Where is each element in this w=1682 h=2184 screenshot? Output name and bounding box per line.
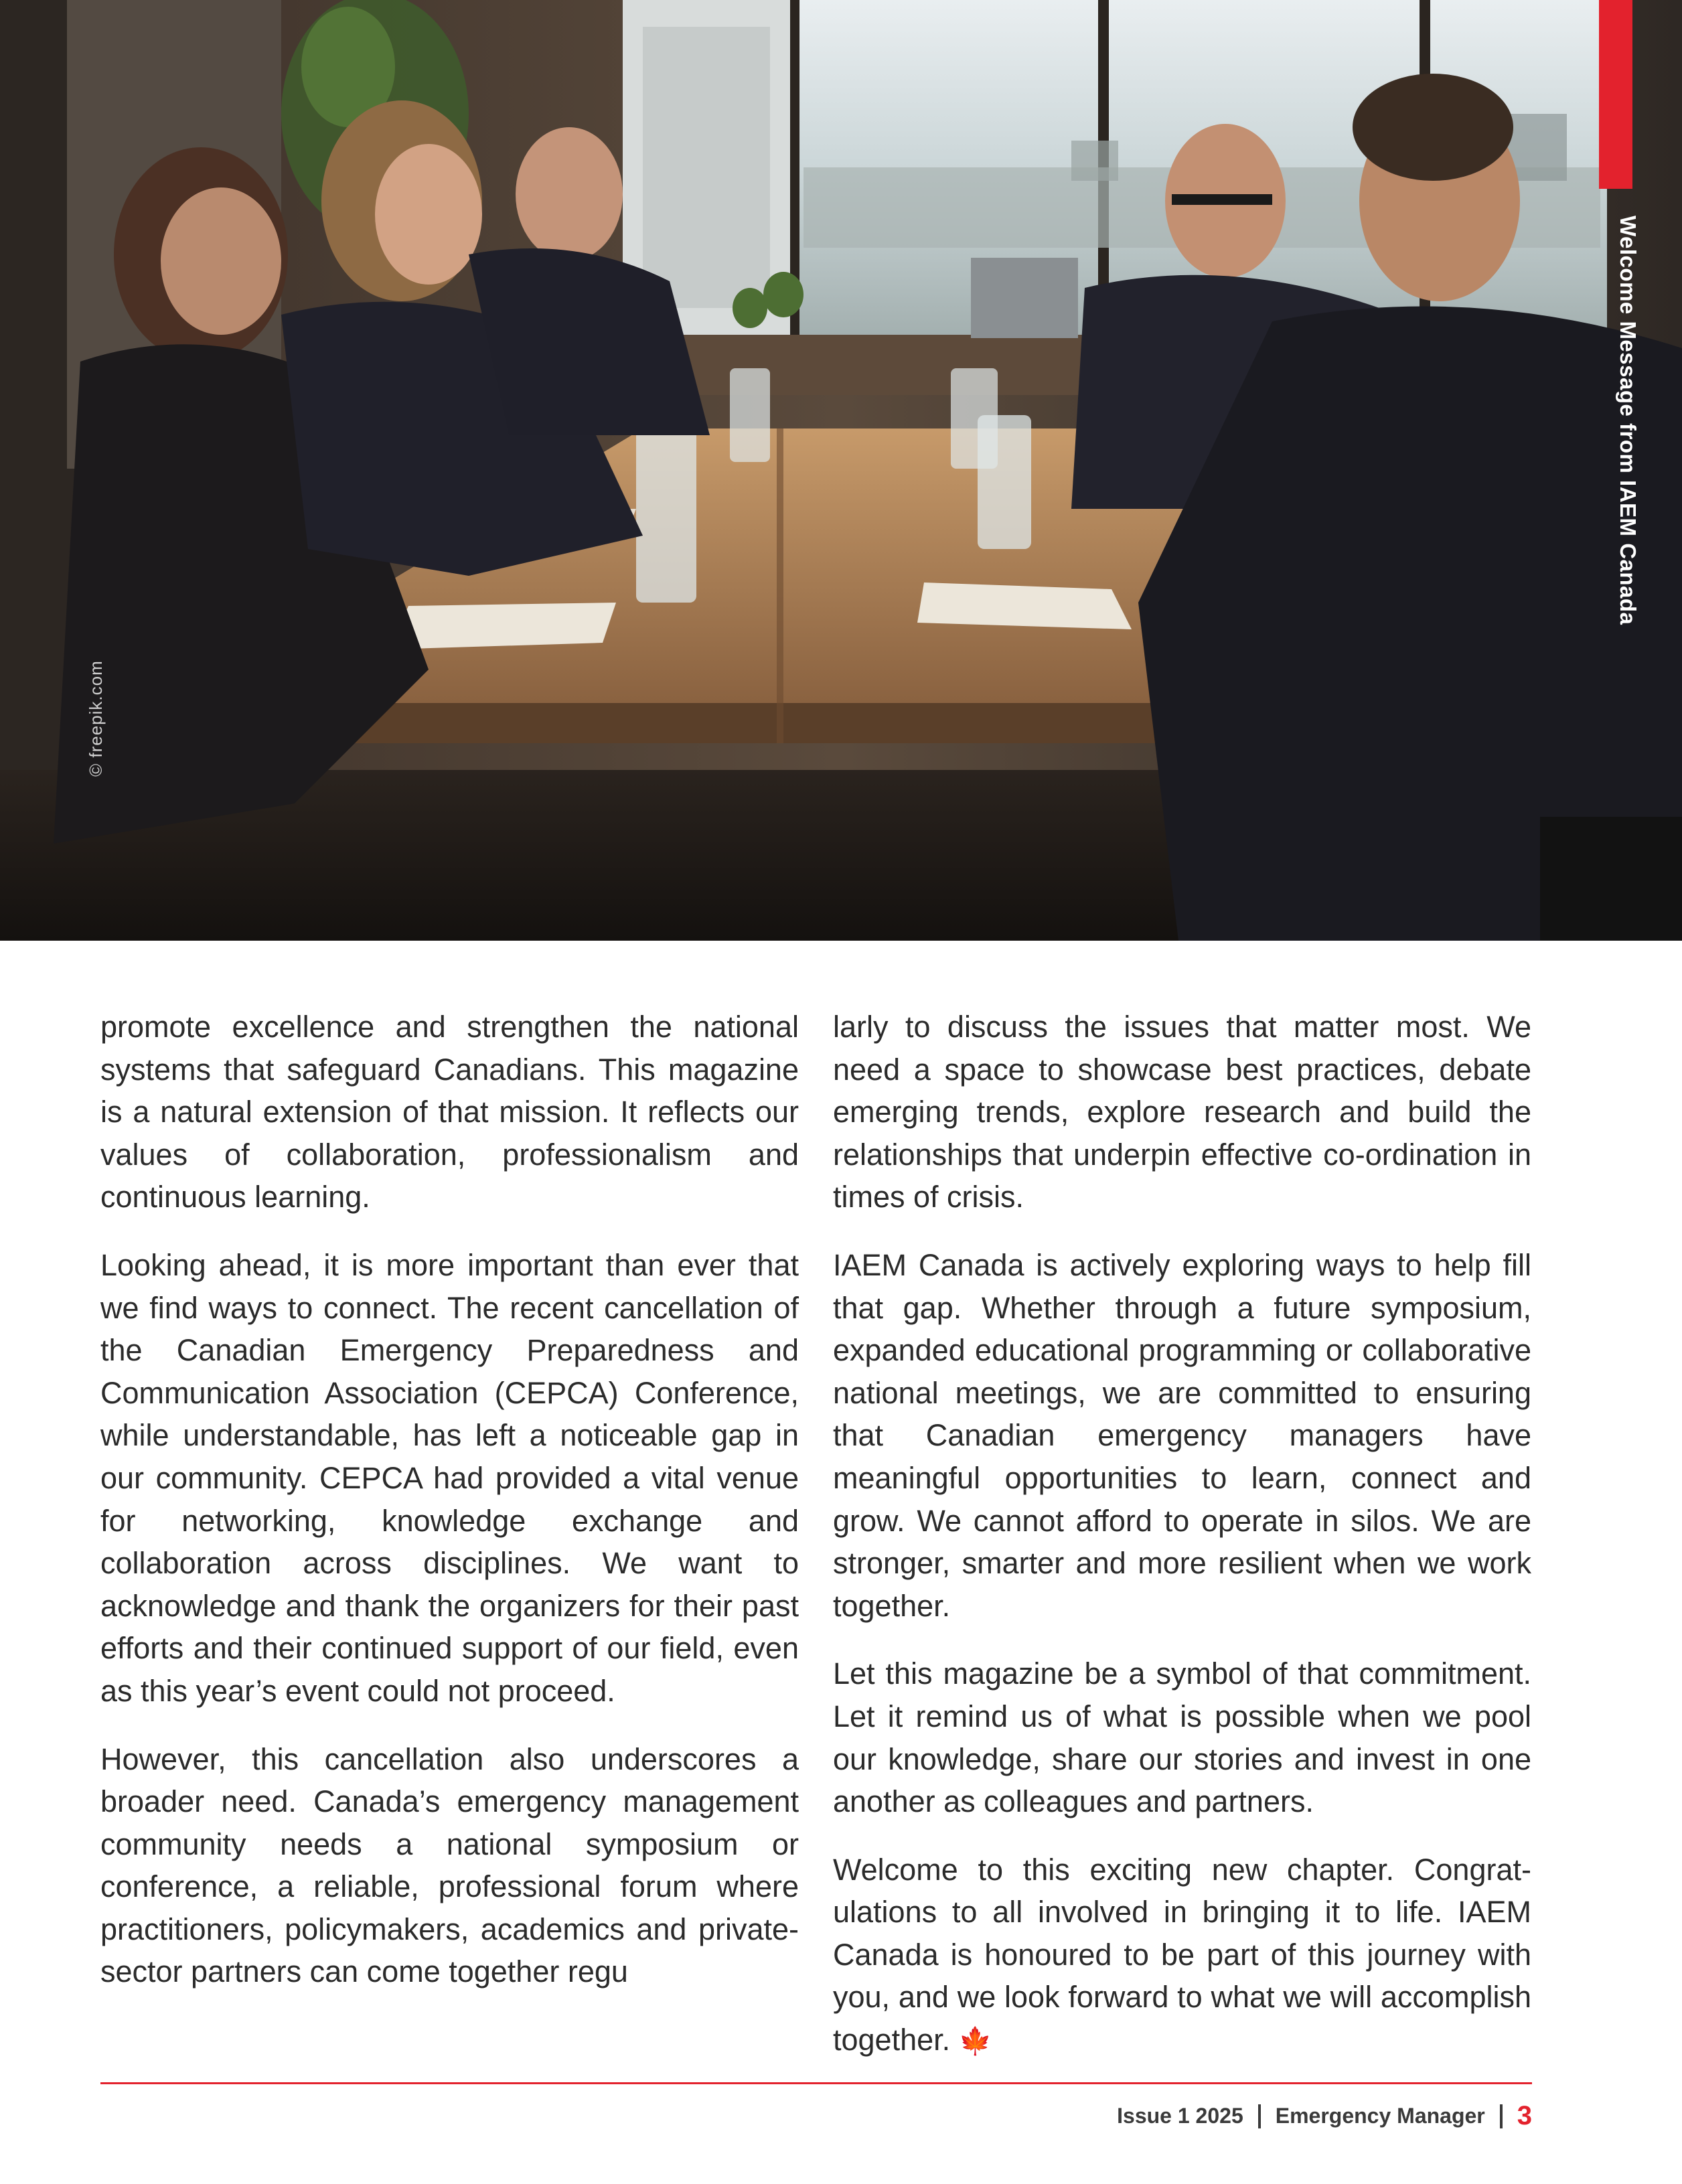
paragraph: Let this magazine be a symbol of that commitment. Let it remind us of what is possible when we pool our knowledge, share our stories and invest in one another as colleagues and partners. — [833, 1656, 1531, 1819]
right-column — [833, 1006, 1531, 2063]
section-red-tab — [1599, 0, 1632, 189]
footer-separator — [1258, 2104, 1261, 2128]
header-photo — [0, 0, 1682, 941]
paragraph: IAEM Canada is actively exploring ways to help fill that gap. Whether through a future symposium, expanded educational programming or collaborative national meetings, we are committed to ensuring that Canadian emergency managers have meaningful opportunities to learn, connect and grow. We cannot afford to operate in silos. We are stronger, smarter and more resilient when we work together. — [833, 1247, 1531, 1623]
photo-credit: © freepik.com — [86, 660, 106, 777]
paragraph: Looking ahead, it is more important than ever that we find ways to connect. The recent cancellation of the Canadian Emergency Preparedness and Communication Association (CEPCA) Conference, while understandable, has left a noticeable gap in our community. CEPCA had provided a vital venue for networking, knowledge exchange and collaboration across disciplines. We want to acknowledge and thank the organizers for their past efforts and their continued support of our field, even as this year’s event could not proceed. — [100, 1247, 799, 1708]
section-label: Welcome Message from IAEM Canada — [1616, 216, 1640, 625]
paragraph: promote excellence and strengthen the national systems that safeguard Canadians. This magazine is a natural extension of that mission. It reflects our values of collaboration, professionalism and continuous learning. — [100, 1010, 799, 1215]
footer-separator — [1500, 2104, 1503, 2128]
left-column — [100, 1006, 799, 1993]
footer-rule — [100, 2082, 1532, 2084]
meeting-photo — [0, 0, 1682, 941]
issue-label: Issue 1 2025 — [1117, 2104, 1243, 2128]
paragraph: However, this cancellation also underscores a broader need. Canada’s emergency management community needs a national symposium or conference, a reliable, professional forum where practitioners, policymakers, academics and private-sector partners can come together regu — [100, 1741, 799, 1989]
paragraph-text: Welcome to this exciting new chapter. Congratulations to all involved in bringing it to life. IAEM Canada is honoured to be part of this journey with you, and we look forward to what we will accomplish together. — [833, 1852, 1531, 2057]
page-number: 3 — [1517, 2101, 1532, 2130]
maple-leaf-icon: 🍁 — [958, 2027, 992, 2057]
closing-paragraph — [833, 1849, 1531, 2063]
publication-name: Emergency Manager — [1275, 2104, 1485, 2128]
paragraph: larly to discuss the issues that matter most. We need a space to showcase best practices, debate emerging trends, explore research and build the relationships that underpin effective co-ordination in times of crisis. — [833, 1010, 1531, 1215]
footer — [1117, 2101, 1532, 2131]
